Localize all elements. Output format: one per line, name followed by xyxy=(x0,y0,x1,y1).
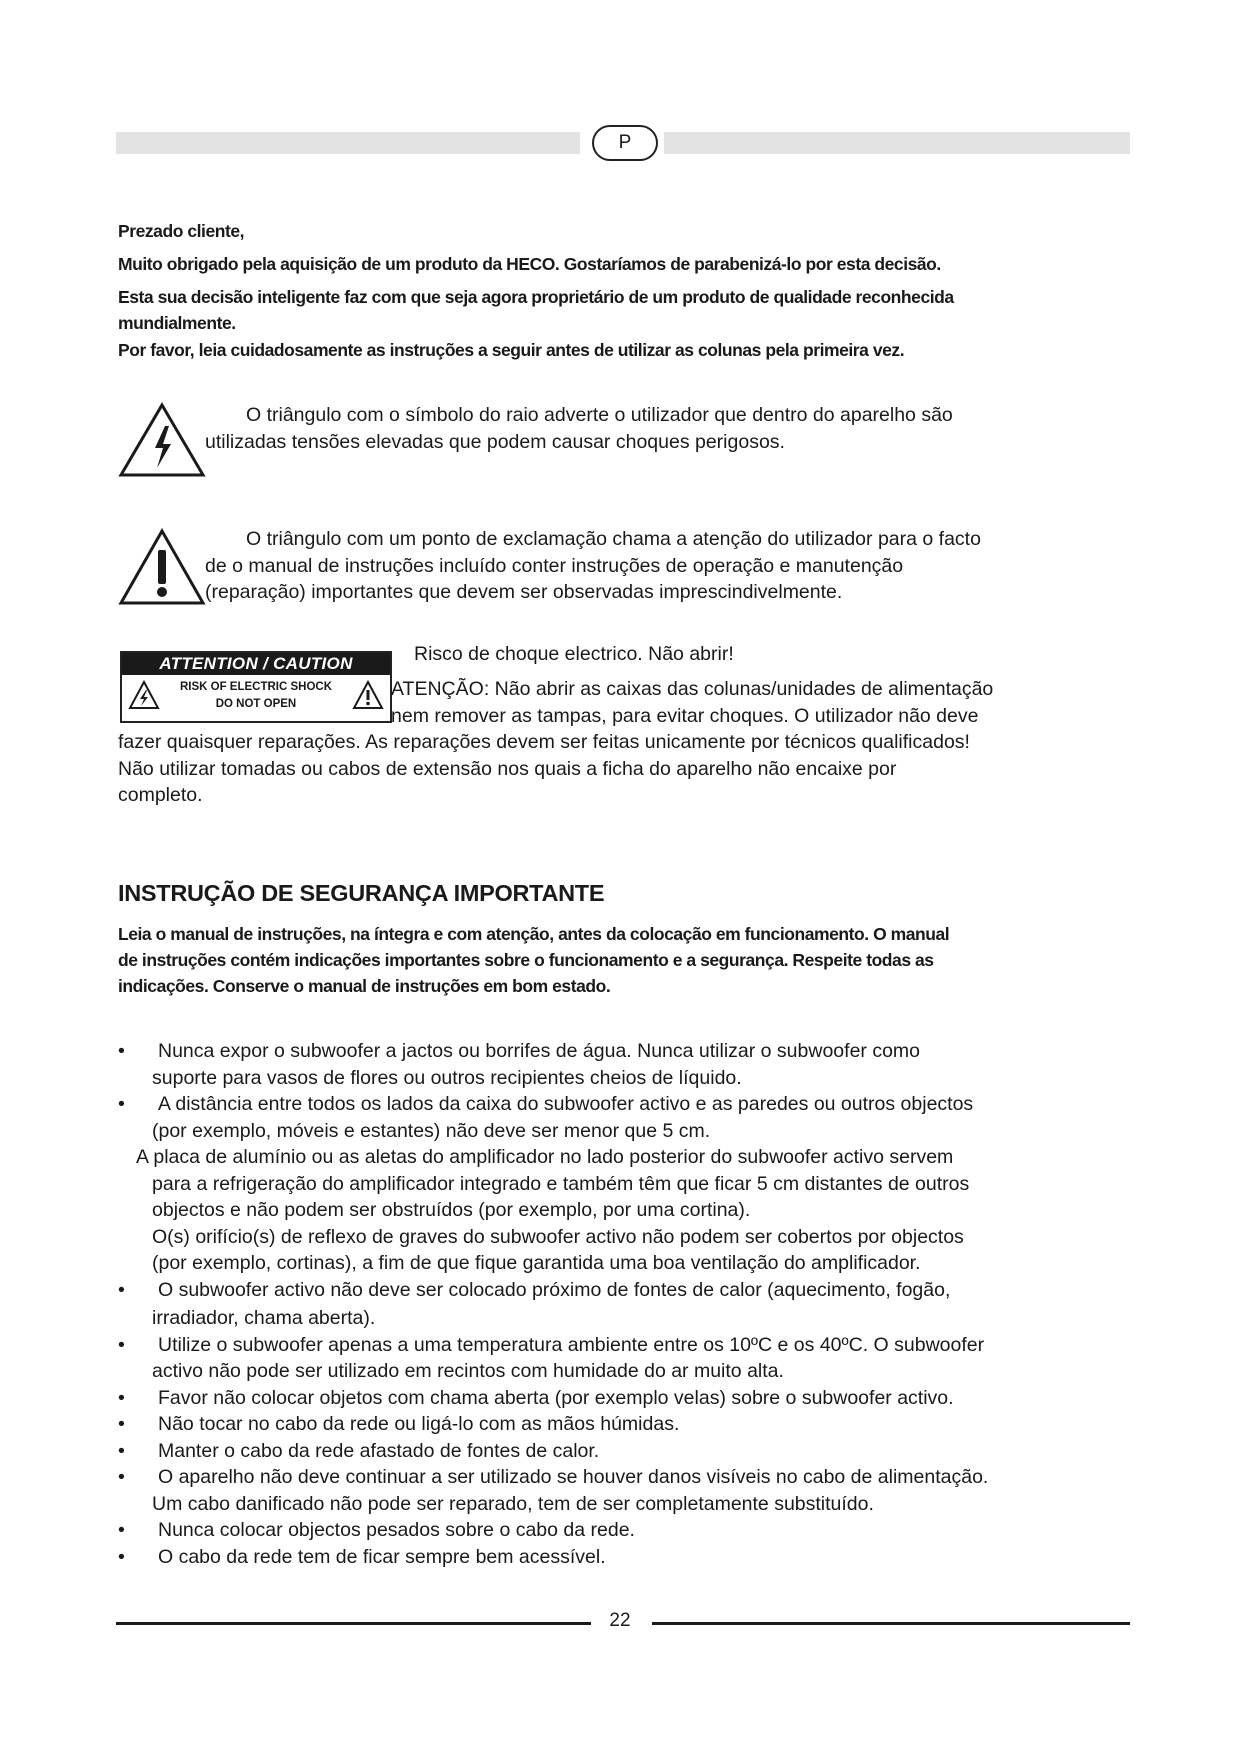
safety-intro xyxy=(118,921,1128,999)
list-item-line: Favor não colocar objetos com chama aberta (por exemplo velas) sobre o subwoofer activo. xyxy=(158,1386,954,1409)
list-item-line: Utilize o subwoofer apenas a uma temperatura ambiente entre os 10ºC e os 40ºC. O subwoofer xyxy=(158,1333,985,1356)
list-item-line: Nunca expor o subwoofer a jactos ou borrifes de água. Nunca utilizar o subwoofer como xyxy=(158,1040,921,1062)
caution-line: RISK OF ELECTRIC SHOCK xyxy=(179,681,333,693)
list-item xyxy=(118,1438,1138,1465)
atencao-line: nem remover as tampas, para evitar choques. O utilizador não deve xyxy=(391,704,979,727)
atencao-line: Não utilizar tomadas ou cabos de extensão nos quais a ficha do aparelho não encaixe por xyxy=(118,757,897,780)
list-item-line: Não tocar no cabo da rede ou ligá-lo com as mãos húmidas. xyxy=(158,1413,680,1435)
lightning-warning-text xyxy=(118,402,1118,455)
footer-rule-left xyxy=(116,1622,591,1625)
bullet-icon: • xyxy=(118,1386,125,1409)
bullet-icon: • xyxy=(118,1040,125,1062)
page-number: 22 xyxy=(609,1610,631,1631)
warning-line: O triângulo com o símbolo do raio adverte o utilizador que dentro do aparelho são xyxy=(246,404,953,426)
atencao-line: fazer quaisquer reparações. As reparações devem ser feitas unicamente por técnicos qualificados! xyxy=(118,731,970,753)
bullet-icon: • xyxy=(118,1519,125,1541)
list-item-line: O(s) orifício(s) de reflexo de graves do subwoofer activo não podem ser cobertos por objectos xyxy=(152,1225,964,1248)
read-instructions: Por favor, leia cuidadosamente as instruções a seguir antes de utilizar as colunas pela primeira vez. xyxy=(118,340,905,360)
list-item-line: Nunca colocar objectos pesados sobre o cabo da rede. xyxy=(158,1519,635,1541)
thanks-line: Esta sua decisão inteligente faz com que seja agora proprietário de um produto de qualidade reconhecida xyxy=(118,287,954,307)
warning-line: de o manual de instruções incluído conter instruções de operação e manutenção xyxy=(205,554,904,577)
atencao-text xyxy=(118,676,1128,809)
list-item xyxy=(118,1517,1138,1544)
list-item-line: irradiador, chama aberta). xyxy=(152,1307,376,1329)
caution-label-title: ATTENTION / CAUTION xyxy=(122,653,390,675)
thanks-line: mundialmente. xyxy=(118,313,236,333)
safety-intro-line: Leia o manual de instruções, na íntegra e com atenção, antes da colocação em funcionamento. O manual xyxy=(118,924,950,944)
caution-line: DO NOT OPEN xyxy=(215,698,297,710)
thanks-line: Muito obrigado pela aquisição de um produto da HECO. Gostaríamos de parabenizá-lo por esta decisão. xyxy=(118,254,941,274)
list-item-line: activo não pode ser utilizado em recintos com humidade do ar muito alta. xyxy=(152,1360,784,1382)
risk-heading: Risco de choque electrico. Não abrir! xyxy=(414,643,734,665)
list-item xyxy=(118,1464,1138,1517)
list-item-line: Um cabo danificado não pode ser reparado, tem de ser completamente substituído. xyxy=(152,1492,874,1515)
list-item-line: Manter o cabo da rede afastado de fontes de calor. xyxy=(158,1439,600,1462)
bullet-icon: • xyxy=(118,1413,125,1435)
list-item xyxy=(118,1038,1138,1091)
language-badge: P xyxy=(592,125,658,161)
safety-list xyxy=(118,1038,1138,1570)
list-item xyxy=(118,1091,1138,1144)
list-item-line: para a refrigeração do amplificador integrado e também têm que ficar 5 cm distantes de outros xyxy=(152,1172,970,1195)
section-title: INSTRUÇÃO DE SEGURANÇA IMPORTANTE xyxy=(118,880,605,906)
warning-line: utilizadas tensões elevadas que podem causar choques perigosos. xyxy=(205,430,785,453)
list-item xyxy=(118,1224,1138,1277)
list-item-line: A placa de alumínio ou as aletas do amplificador no lado posterior do subwoofer activo servem xyxy=(136,1146,954,1168)
bullet-icon: • xyxy=(118,1466,125,1488)
warning-line: (reparação) importantes que devem ser observadas imprescindivelmente. xyxy=(205,581,843,603)
list-item xyxy=(118,1385,1138,1412)
atencao-line: completo. xyxy=(118,784,203,806)
safety-intro-line: de instruções contém indicações importantes sobre o funcionamento e a segurança. Respeite todas as xyxy=(118,950,934,970)
list-item xyxy=(118,1277,1138,1332)
list-item-line: O aparelho não deve continuar a ser utilizado se houver danos visíveis no cabo de alimentação. xyxy=(158,1466,989,1488)
footer-rule-right xyxy=(652,1622,1130,1625)
bullet-icon: • xyxy=(118,1093,125,1115)
list-item xyxy=(118,1544,1138,1571)
bullet-icon: • xyxy=(118,1278,125,1301)
greeting: Prezado cliente, xyxy=(118,221,245,241)
list-item xyxy=(118,1332,1138,1385)
bullet-icon: • xyxy=(118,1439,125,1462)
list-item-line: O cabo da rede tem de ficar sempre bem acessível. xyxy=(158,1545,606,1568)
warning-line: O triângulo com um ponto de exclamação chama a atenção do utilizador para o facto xyxy=(246,528,981,550)
list-item-line: A distância entre todos os lados da caixa do subwoofer activo e as paredes ou outros objectos xyxy=(158,1093,974,1115)
list-item xyxy=(118,1411,1138,1438)
list-item-line: (por exemplo, móveis e estantes) não deve ser menor que 5 cm. xyxy=(152,1119,711,1142)
exclamation-warning-text xyxy=(118,526,1118,606)
header-bar-right xyxy=(664,132,1130,154)
intro-thanks xyxy=(118,251,1118,336)
list-item-line: suporte para vasos de flores ou outros recipientes cheios de líquido. xyxy=(152,1066,742,1089)
atencao-line: ATENÇÃO: Não abrir as caixas das colunas/unidades de alimentação xyxy=(391,678,994,700)
list-item-line: (por exemplo, cortinas), a fim de que fique garantida uma boa ventilação do amplificador. xyxy=(152,1252,921,1274)
safety-intro-line: indicações. Conserve o manual de instruções em bom estado. xyxy=(118,976,611,996)
bullet-icon: • xyxy=(118,1333,125,1356)
header-bar-left xyxy=(116,132,580,154)
list-item xyxy=(118,1144,1138,1224)
list-item-line: objectos e não podem ser obstruídos (por exemplo, por uma cortina). xyxy=(152,1199,751,1221)
bullet-icon: • xyxy=(118,1545,125,1568)
list-item-line: O subwoofer activo não deve ser colocado próximo de fontes de calor (aquecimento, fogão, xyxy=(158,1278,951,1301)
